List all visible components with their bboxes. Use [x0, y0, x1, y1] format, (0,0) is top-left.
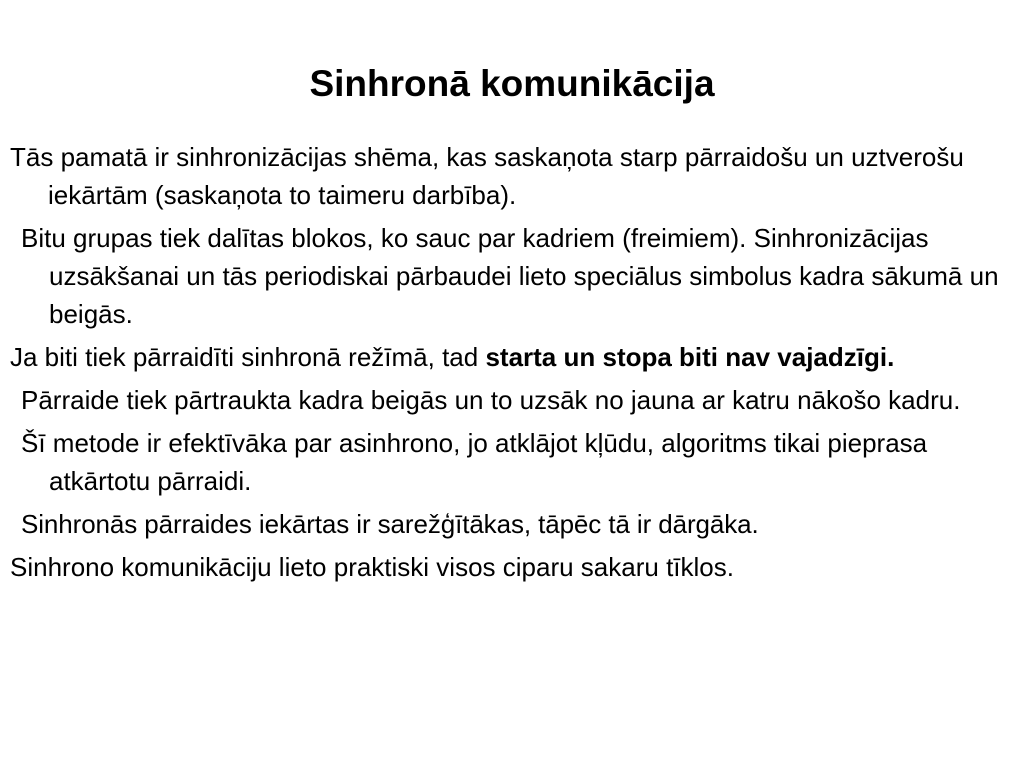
paragraph-transmission-stop: Pārraide tiek pārtraukta kadra beigās un to uzsāk no jauna ar katru nākošo kadru.: [21, 385, 961, 415]
paragraph-start-stop-bits-text: Ja biti tiek pārraidīti sinhronā režīmā, tad: [10, 342, 486, 372]
paragraph-efficiency: Šī metode ir efektīvāka par asinhrono, jo atklājot kļūdu, algoritms tikai pieprasa atkārtotu pārraidi.: [21, 428, 928, 496]
paragraph-usage: Sinhrono komunikāciju lieto praktiski visos ciparu sakaru tīklos.: [10, 552, 734, 582]
paragraph-start-stop-bits-emphasis: starta un stopa biti nav vajadzīgi.: [485, 342, 895, 372]
paragraph-sync-scheme: Tās pamatā ir sinhronizācijas shēma, kas saskaņota starp pārraidošu un uztverošu iekārtām (saskaņota to taimeru darbība).: [10, 142, 964, 210]
slide-title: Sinhronā komunikācija: [309, 63, 715, 104]
paragraph-equipment-cost: Sinhronās pārraides iekārtas ir sarežģītākas, tāpēc tā ir dārgāka.: [21, 509, 759, 539]
slide-body: [10, 138, 1015, 591]
paragraph-start-stop-bits: [10, 338, 1015, 376]
paragraph-frames: Bitu grupas tiek dalītas blokos, ko sauc par kadriem (freimiem). Sinhronizācijas uzsākšanai un tās periodiskai pārbaudei lieto speciālus simbolus kadra sākumā un beigās.: [21, 223, 999, 329]
